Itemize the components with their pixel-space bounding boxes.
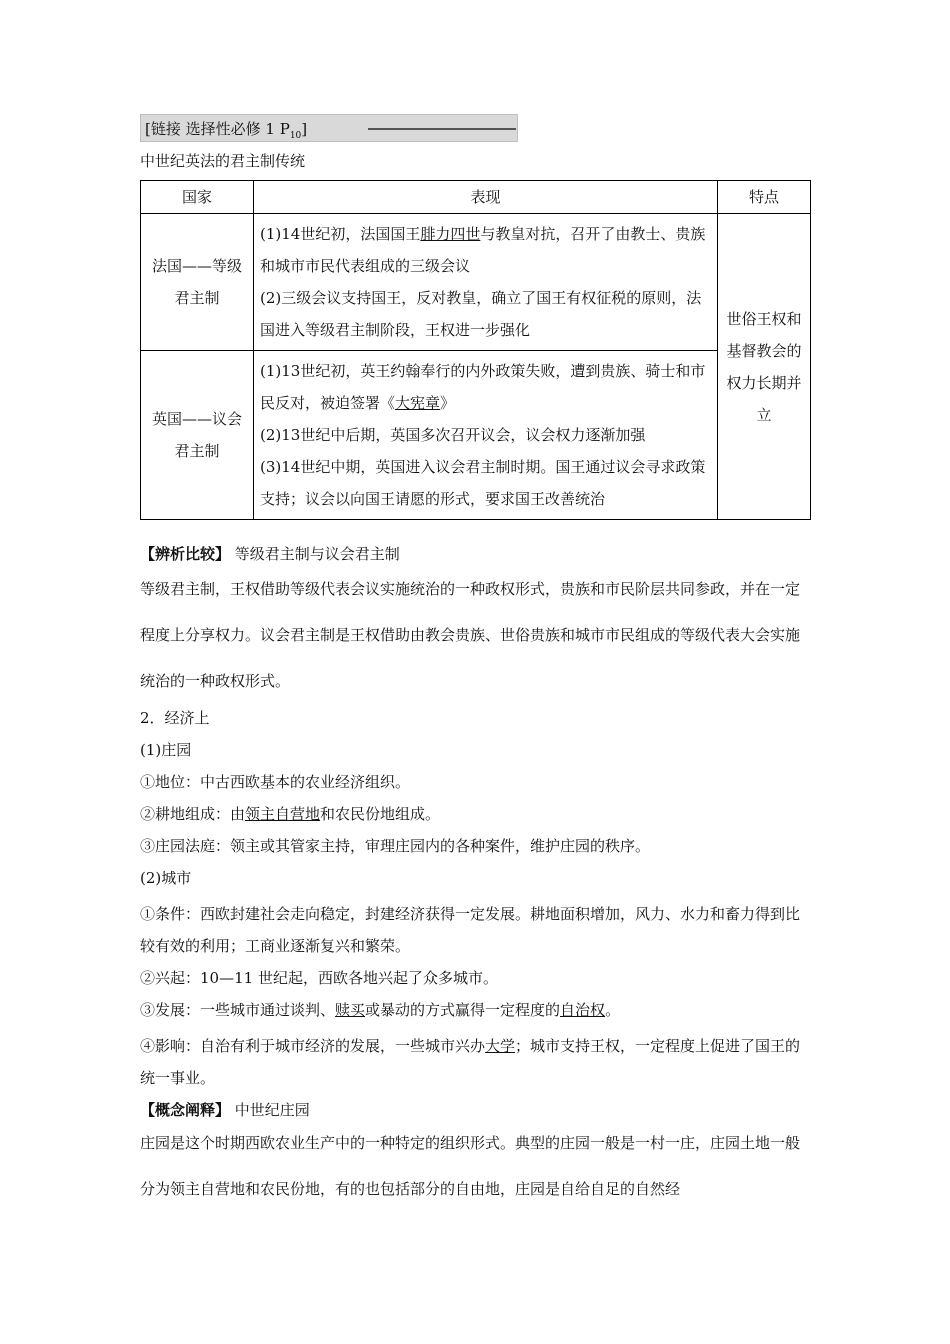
cell-france-performance <box>254 214 718 351</box>
city-3-text-a: ③发展：一些城市通过谈判、 <box>140 1001 336 1019</box>
link-reference-text <box>145 118 307 141</box>
compare-tag: 【辨析比较】 <box>140 545 231 563</box>
france-p1-text-b: 与教皇对抗，召开了由教士、贵族和城市市民代表组成的三级会议 <box>260 225 706 275</box>
economy-heading: 2．经济上 <box>140 709 210 727</box>
concept-heading <box>140 1098 812 1122</box>
link-rule-line <box>368 128 516 130</box>
manor-item-3: ③庄园法庭：领主或其管家主持，审理庄园内的各种案件，维护庄园的秩序。 <box>140 837 651 855</box>
manor-heading: (1)庄园 <box>140 741 192 759</box>
england-p1-underlined: 大宪章 <box>395 394 441 412</box>
cell-england-country: 英国——议会君主制 <box>141 351 254 520</box>
link-reference-box <box>140 114 518 142</box>
france-p1-text-a: (1)14世纪初，法国国王 <box>260 225 421 243</box>
city-4-text-b: ；城市支持王权，一定程度上促进了国王的统一事业。 <box>140 1037 801 1087</box>
link-main: 选择性必修 1 P <box>185 120 290 138</box>
city-item-4 <box>140 1030 812 1094</box>
england-p1-text-a: (1)13世纪初，英王约翰奉行的内外政策失败，遭到贵族、骑士和市民反对，被迫签署《 <box>260 362 706 412</box>
england-point-2: (2)13世纪中后期，英国多次召开议会，议会权力逐渐加强 <box>260 426 646 444</box>
concept-title: 中世纪庄园 <box>234 1101 310 1119</box>
concept-tag: 【概念阐释】 <box>140 1101 231 1119</box>
table-title: 中世纪英法的君主制传统 <box>140 152 306 170</box>
manor-2-text-b: 和农民份地组成。 <box>320 805 441 823</box>
england-point-1 <box>260 355 711 419</box>
table-header-row <box>141 181 811 214</box>
city-3-text-b: 或暴动的方式赢得一定程度的 <box>365 1001 561 1019</box>
header-feature: 特点 <box>718 181 811 214</box>
table-row-england <box>141 351 811 520</box>
manor-item-1: ①地位：中古西欧基本的农业经济组织。 <box>140 773 411 791</box>
link-suffix: ] <box>301 120 308 138</box>
cell-england-performance <box>254 351 718 520</box>
cell-france-country: 法国——等级君主制 <box>141 214 254 351</box>
france-point-1 <box>260 218 711 282</box>
link-prefix: [链接 <box>145 120 186 138</box>
england-point-3: (3)14世纪中期，英国进入议会君主制时期。国王通过议会寻求政策支持；议会以向国王请愿的形式，要求国王改善统治 <box>260 458 706 508</box>
city-item-2: ②兴起：10—11 世纪起，西欧各地兴起了众多城市。 <box>140 969 498 987</box>
compare-heading <box>140 542 812 566</box>
france-p1-underlined: 腓力四世 <box>420 225 481 243</box>
manor-2-text-a: ②耕地组成：由 <box>140 805 246 823</box>
england-p1-text-b: 》 <box>440 394 456 412</box>
manor-item-2 <box>140 802 812 826</box>
city-item-1: ①条件：西欧封建社会走向稳定，封建经济获得一定发展。耕地面积增加，风力、水力和畜力得到比较有效的利用；工商业逐渐复兴和繁荣。 <box>140 905 801 955</box>
monarchy-table <box>140 180 811 520</box>
table-row-france <box>141 214 811 351</box>
city-3-underlined-1: 赎买 <box>335 1001 366 1019</box>
france-point-2: (2)三级会议支持国王，反对教皇，确立了国王有权征税的原则，法国进入等级君主制阶段，王权进一步强化 <box>260 289 702 339</box>
city-3-underlined-2: 自治权 <box>560 1001 606 1019</box>
link-page-subscript: 10 <box>289 131 302 141</box>
city-4-text-a: ④影响：自治有利于城市经济的发展，一些城市兴办 <box>140 1037 486 1055</box>
manor-2-underlined: 领主自营地 <box>245 805 321 823</box>
compare-body: 等级君主制，王权借助等级代表会议实施统治的一种政权形式，贵族和市民阶层共同参政，并在一定程度上分享权力。议会君主制是王权借助由教会贵族、世俗贵族和城市市民组成的等级代表大会实施统治的一种政权形式。 <box>140 580 801 690</box>
cell-feature: 世俗王权和基督教会的权力长期并立 <box>718 214 811 520</box>
city-heading: (2)城市 <box>140 869 192 887</box>
concept-body: 庄园是这个时期西欧农业生产中的一种特定的组织形式。典型的庄园一般是一村一庄，庄园土地一般分为领主自营地和农民份地，有的也包括部分的自由地，庄园是自给自足的自然经 <box>140 1134 801 1198</box>
city-4-underlined: 大学 <box>485 1037 516 1055</box>
city-3-text-c: 。 <box>605 1001 621 1019</box>
header-country: 国家 <box>141 181 254 214</box>
city-item-3 <box>140 998 812 1022</box>
compare-title: 等级君主制与议会君主制 <box>234 545 400 563</box>
header-performance: 表现 <box>254 181 718 214</box>
